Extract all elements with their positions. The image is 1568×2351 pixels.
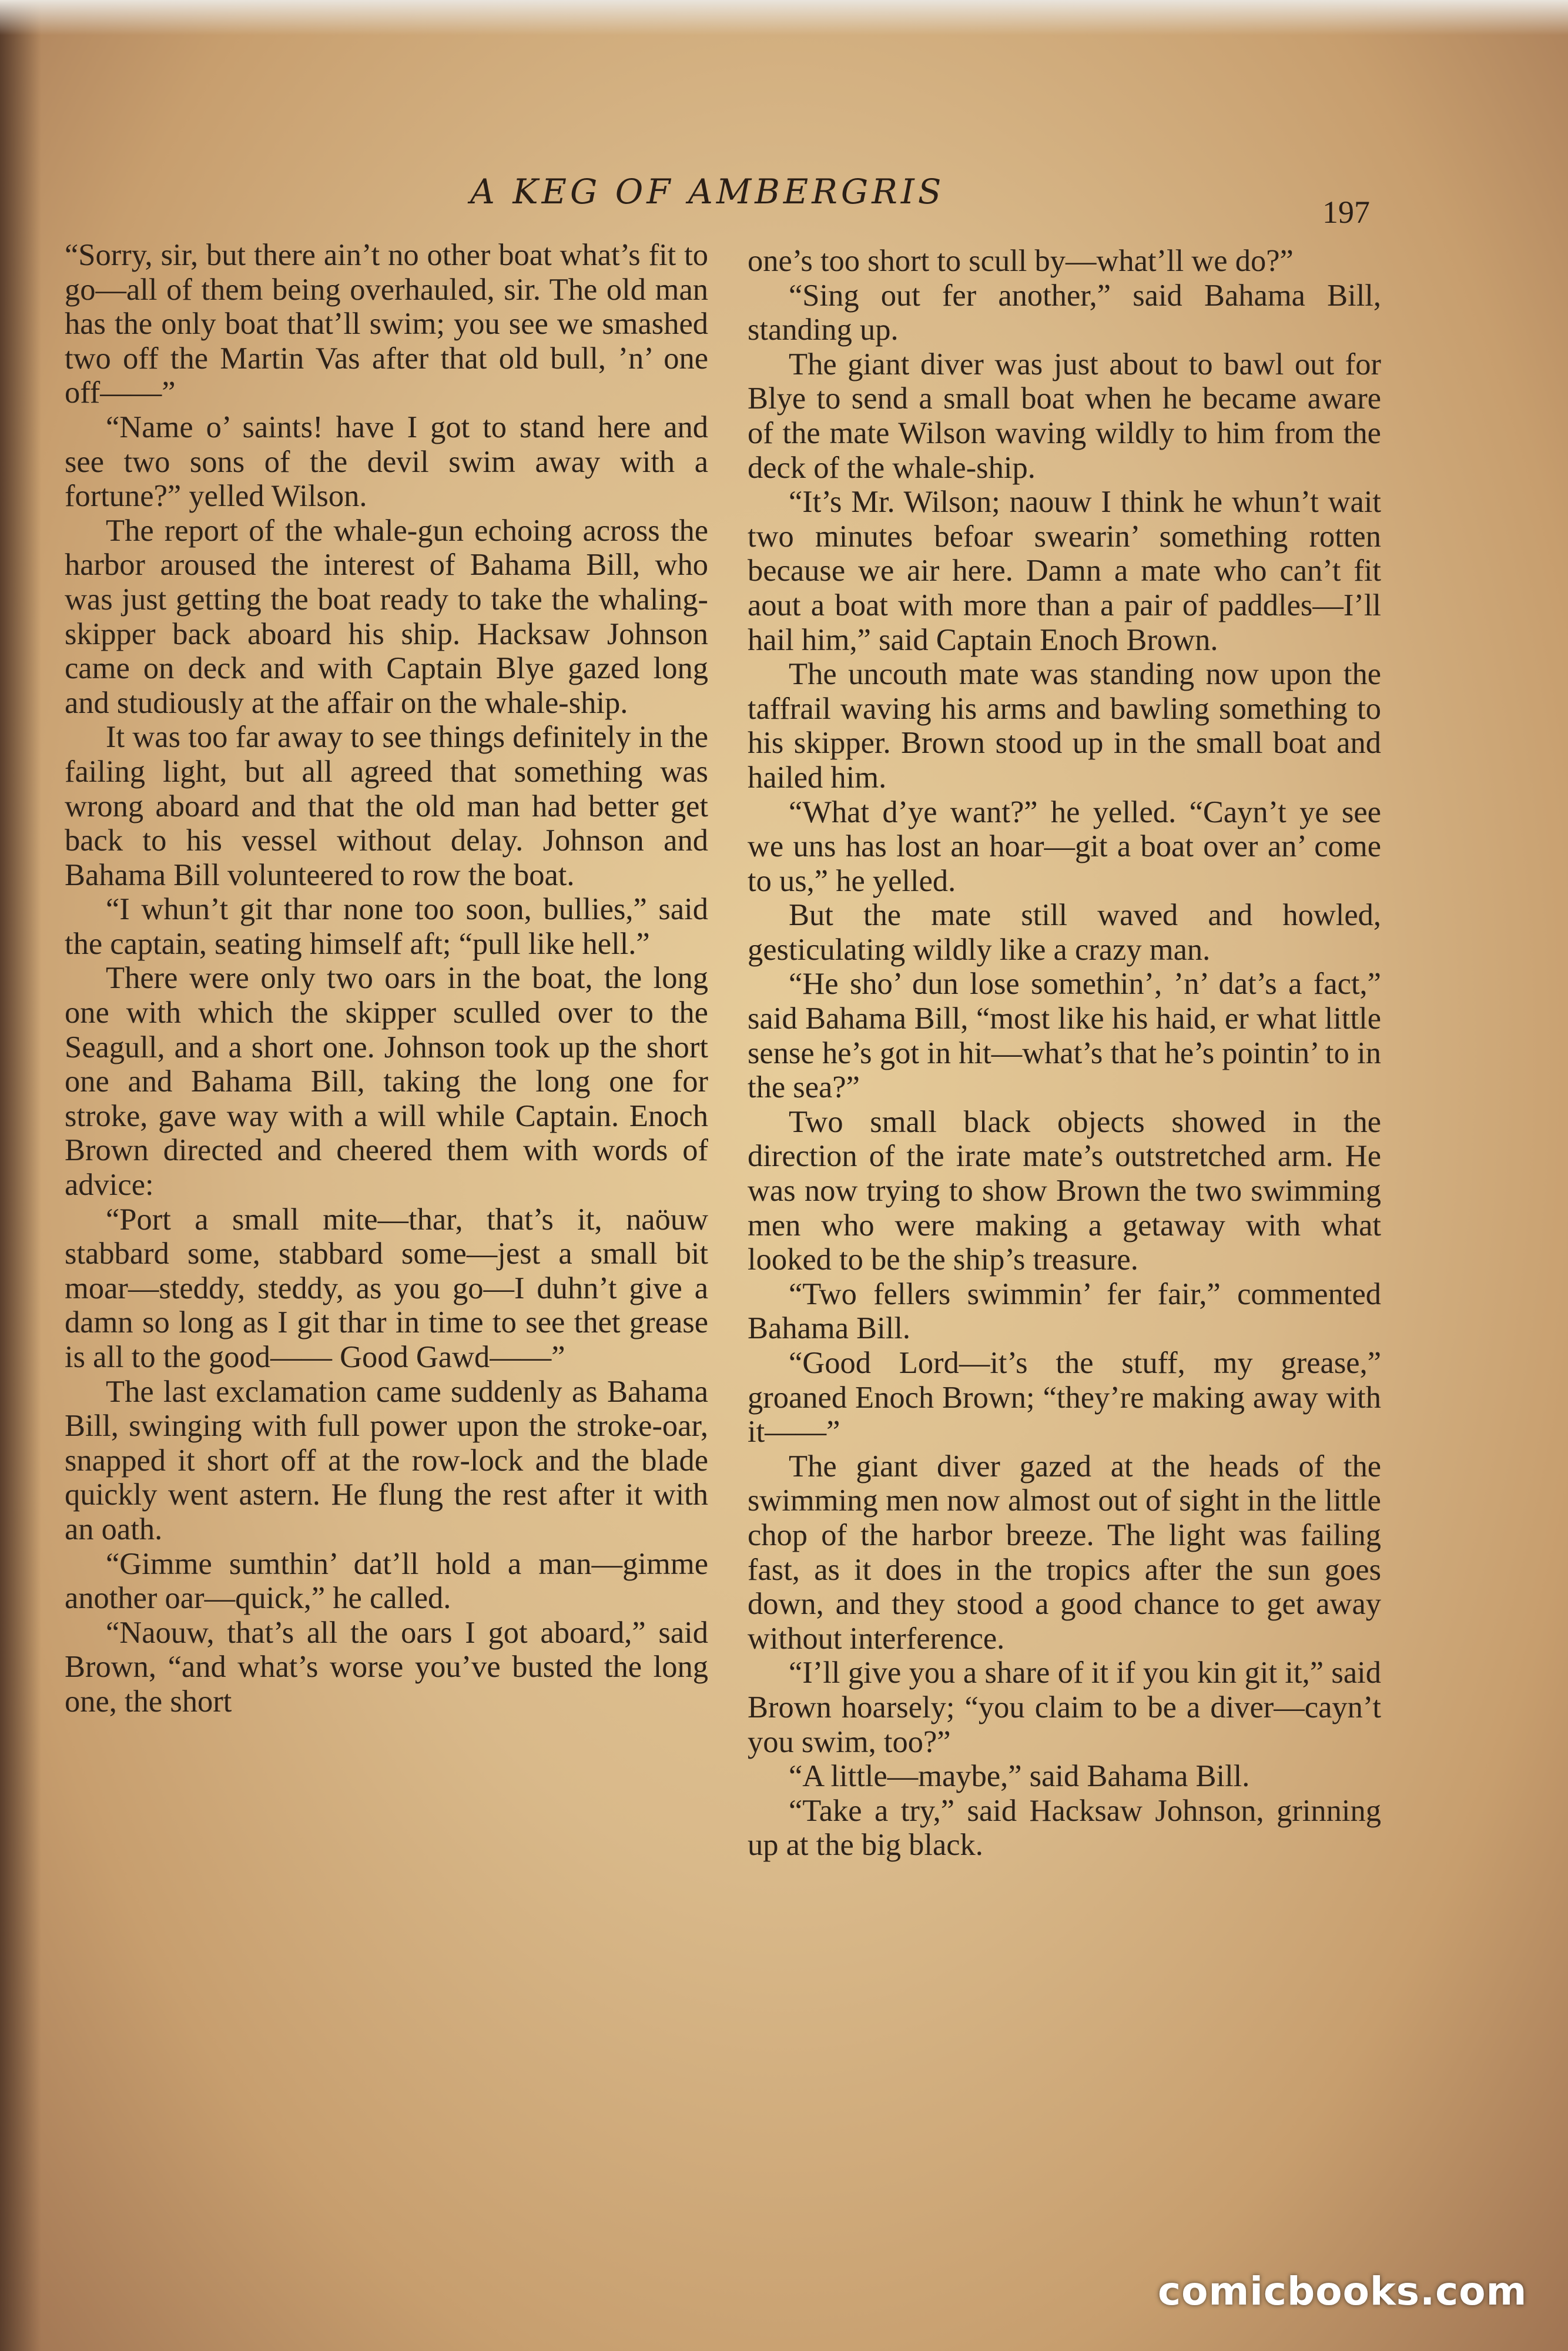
- paragraph: The last exclamation came suddenly as Bahama Bill, swinging with full power upon the stroke-oar, snapped it short off at the row-lock and the blade quickly went astern. He flung the rest after it with an oath.: [65, 1374, 708, 1546]
- paragraph: “What d’ye want?” he yelled. “Cayn’t ye see we uns has lost an hoar—git a boat over an’ come to us,” he yelled.: [748, 795, 1381, 898]
- page-edge-top: [0, 0, 1568, 35]
- paragraph: But the mate still waved and howled, gesticulating wildly like a crazy man.: [748, 898, 1381, 967]
- paragraph: There were only two oars in the boat, the long one with which the skipper sculled over to the Seagull, and a short one. Johnson took up the short one and Bahama Bill, taking the long one for stroke, gave way with a will while Captain. Enoch Brown directed and cheered them with words of advice:: [65, 961, 708, 1203]
- page-number: 197: [1322, 195, 1370, 230]
- running-title: A KEG OF AMBERGRIS: [470, 172, 945, 212]
- paragraph: “Port a small mite—thar, that’s it, naöuw stabbard some, stabbard some—jest a small bit moar—steddy, steddy, as you go—I duhn’t give a damn so long as I git thar in time to see thet grease is all to the good—— Good Gawd——”: [65, 1202, 708, 1374]
- left-column: [65, 238, 708, 1719]
- paragraph: “A little—maybe,” said Bahama Bill.: [789, 1759, 1250, 1794]
- paragraph: “I’ll give you a share of it if you kin git it,” said Brown hoarsely; “you claim to be a diver—cayn’t you swim, too?”: [748, 1656, 1381, 1759]
- paragraph: “Naouw, that’s all the oars I got aboard,” said Brown, “and what’s worse you’ve busted the long one, the short: [65, 1615, 708, 1719]
- paragraph: “I whun’t git thar none too soon, bullies,” said the captain, seating himself aft; “pull like hell.”: [65, 892, 708, 961]
- paragraph: “It’s Mr. Wilson; naouw I think he whun’t wait two minutes befoar swearin’ something rotten because we air here. Damn a mate who can’t fit aout a boat with more than a pair of paddles—I’ll hail him,” said Captain Enoch Brown.: [748, 485, 1381, 657]
- paragraph: one’s too short to scull by—what’ll we do?”: [748, 244, 1294, 278]
- paragraph: “Name o’ saints! have I got to stand here and see two sons of the devil swim away with a fortune?” yelled Wilson.: [65, 410, 708, 514]
- right-column: [748, 244, 1381, 1863]
- page-shadow-left: [0, 0, 41, 2351]
- paragraph: Two small black objects showed in the direction of the irate mate’s outstretched arm. He was now trying to show Brown the two swimming men who were making a getaway with what looked to be the ship’s treasure.: [748, 1104, 1381, 1277]
- paragraph: “Sorry, sir, but there ain’t no other boat what’s fit to go—all of them being overhauled, sir. The old man has the only boat that’ll swim; you see we smashed two off the Martin Vas after that old bull, ’n’ one off——”: [65, 238, 708, 410]
- paragraph: “Gimme sumthin’ dat’ll hold a man—gimme another oar—quick,” he called.: [65, 1546, 708, 1616]
- paragraph: It was too far away to see things definitely in the failing light, but all agreed that something was wrong aboard and that the old man had better get back to his vessel without delay. Johnson and Bahama Bill volunteered to row the boat.: [65, 720, 708, 892]
- paragraph: “Sing out fer another,” said Bahama Bill, standing up.: [748, 278, 1381, 347]
- paragraph: The giant diver was just about to bawl out for Blye to send a small boat when he became aware of the mate Wilson waving wildly to him from the deck of the whale-ship.: [748, 347, 1381, 485]
- paragraph: “Two fellers swimmin’ fer fair,” commented Bahama Bill.: [748, 1277, 1381, 1346]
- watermark-text: comicbooks.com: [1158, 2269, 1527, 2314]
- paragraph: The giant diver gazed at the heads of the swimming men now almost out of sight in the little chop of the harbor breeze. The light was failing fast, as it does in the tropics after the sun goes down, and they stood a good chance to get away without interference.: [748, 1449, 1381, 1656]
- paragraph: “Take a try,” said Hacksaw Johnson, grinning up at the big black.: [748, 1793, 1381, 1863]
- paragraph: “He sho’ dun lose somethin’, ’n’ dat’s a fact,” said Bahama Bill, “most like his haid, er what little sense he’s got in hit—what’s that he’s pointin’ to in the sea?”: [748, 967, 1381, 1105]
- paragraph: The report of the whale-gun echoing across the harbor aroused the interest of Bahama Bill, who was just getting the boat ready to take the whaling-skipper back aboard his ship. Hacksaw Johnson came on deck and with Captain Blye gazed long and studiously at the affair on the whale-ship.: [65, 513, 708, 720]
- paragraph: The uncouth mate was standing now upon the taffrail waving his arms and bawling something to his skipper. Brown stood up in the small boat and hailed him.: [748, 657, 1381, 795]
- paragraph: “Good Lord—it’s the stuff, my grease,” groaned Enoch Brown; “they’re making away with it——”: [748, 1346, 1381, 1449]
